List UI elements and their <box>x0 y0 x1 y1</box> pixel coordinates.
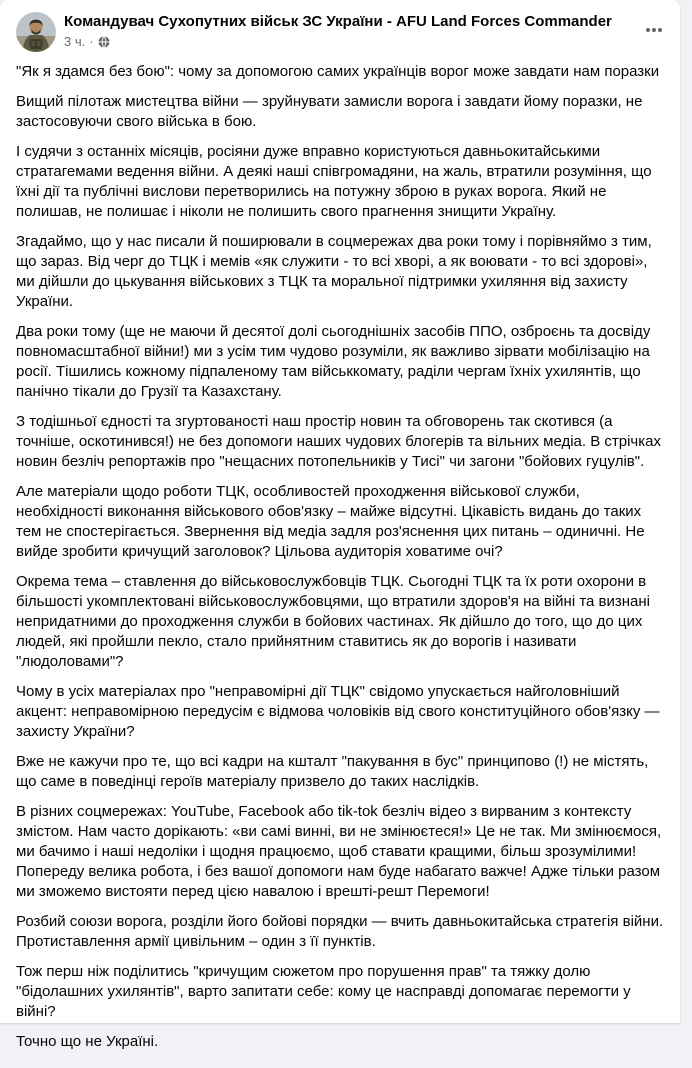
post-body <box>0 52 680 1068</box>
post-header <box>0 0 680 52</box>
post-paragraph: Розбий союзи ворога, розділи його бойові порядки — вчить давньокитайська стратегія війни. Протиставлення армії цивільним – один з її пунктів. <box>16 913 664 950</box>
post-paragraph: В різних соцмережах: YouTube, Facebook або tik-tok безліч відео з вирваним з контексту змістом. Нам часто дорікають: «ви самі винні, ви не змінюєтеся!» Це не так. Ми змінюємося, ми бачимо і наші недоліки і щодня працюємо, щоб ставати кращими, більш зрозумілими! Попереду велика робота, і без вашої допомоги нам буде набагато важче! Адже тільки разом ми зможемо вистояти перед цією навалою і врешті-решт Перемоги! <box>16 803 662 900</box>
post-header-text <box>64 12 632 50</box>
post-paragraph: Окрема тема – ставлення до військовослужбовців ТЦК. Сьогодні ТЦК та їх роти охорони в більшості укомплектовані військовослужбовцями, що втратили здоров'я на війні та визнані непридатними до проходження служби в бойових частинах. Як дійшло до того, що до цих людей, які пройшли пекло, стало прийнятним ставитись як до ворогів і називати "людоловами"? <box>16 573 650 670</box>
globe-icon <box>98 36 110 48</box>
post-paragraph: Вже не кажучи про те, що всі кадри на кшталт "пакування в бус" принципово (!) не містять, що саме в поведінці героїв матеріалу призвело до таких наслідків. <box>16 753 649 790</box>
post-paragraph: Точно що не Україні. <box>16 1033 159 1050</box>
more-horizontal-icon <box>644 20 664 43</box>
avatar[interactable] <box>16 12 56 52</box>
post-paragraph: Але матеріали щодо роботи ТЦК, особливостей проходження військової служби, необхідності виконання військового обов'язку – майже відсутні. Цікавість видань до таких тем не спостерігається. Звернення від медіа задля роз'яснення цих питань – одиничні. Не вийде зробити кричущий заголовок? Цільова аудиторія ховатиме очі? <box>16 483 645 560</box>
post-paragraph: Чому в усіх матеріалах про "неправомірні дії ТЦК" свідомо упускається найголовніший акцент: неправомірною передусім є відмова чоловіків від свого конституційного обов'язку — захисту України? <box>16 683 660 740</box>
post-paragraph: "Як я здамся без бою": чому за допомогою самих українців ворог може завдати нам поразки <box>16 63 660 80</box>
post-paragraph: Згадаймо, що у нас писали й поширювали в соцмережах два роки тому і порівняймо з тим, що зараз. Від черг до ТЦК і мемів «як служити - то всі хворі, а як воювати - то всі здорові», ми дійшли до цькування військових з ТЦК та моральної підтримки ухиляння від захисту України. <box>16 233 652 310</box>
post-paragraph: Тож перш ніж поділитись "кричущим сюжетом про порушення прав" та тяжку долю "бідолашних ухилянтів", варто запитати себе: кому це насправді допомагає перемогти у війні? <box>16 963 631 1020</box>
more-options-button[interactable] <box>638 14 670 49</box>
meta-separator: · <box>89 34 94 49</box>
profile-photo <box>16 12 56 52</box>
post-paragraph: Два роки тому (ще не маючи й десятої долі сьогоднішніх засобів ППО, озброєнь та досвіду повномасштабної війни!) ми з усім тим чудово розуміли, як важливо зірвати мобілізацію на росії. Тішились кожному підпаленому там військкомату, раділи чергам їхніх ухилянтів, що панічно тікали до Грузії та Казахстану. <box>16 323 651 400</box>
timestamp[interactable]: 3 ч. <box>64 34 86 49</box>
author-name[interactable]: Командувач Сухопутних військ ЗС України - AFU Land Forces Commander <box>64 13 612 30</box>
post-paragraph: З тодішньої єдності та згуртованості наш простір новин та обговорень так скотився (а точніше, оскотинився!) не без допомоги наших чудових блогерів та вільних медіа. В стрічках новин безліч репортажів про "нещасних потопельників у Тисі" чи загони "бойових гуцулів". <box>16 413 661 470</box>
post-meta <box>64 34 632 50</box>
post-paragraph: І судячи з останніх місяців, росіяни дуже вправно користуються давньокитайськими стратагемами ведення війни. А деякі наші співгромадяни, на жаль, втратили розуміння, що їхні дії та публічні вислови перетворились на потужну зброю в руках ворога. Який не полишав, не полишає і ніколи не полишить свого прагнення знищити Україну. <box>16 143 652 220</box>
post-paragraph: Вищий пілотаж мистецтва війни — зруйнувати замисли ворога і завдати йому поразки, не застосовуючи свого війська в бою. <box>16 93 643 130</box>
